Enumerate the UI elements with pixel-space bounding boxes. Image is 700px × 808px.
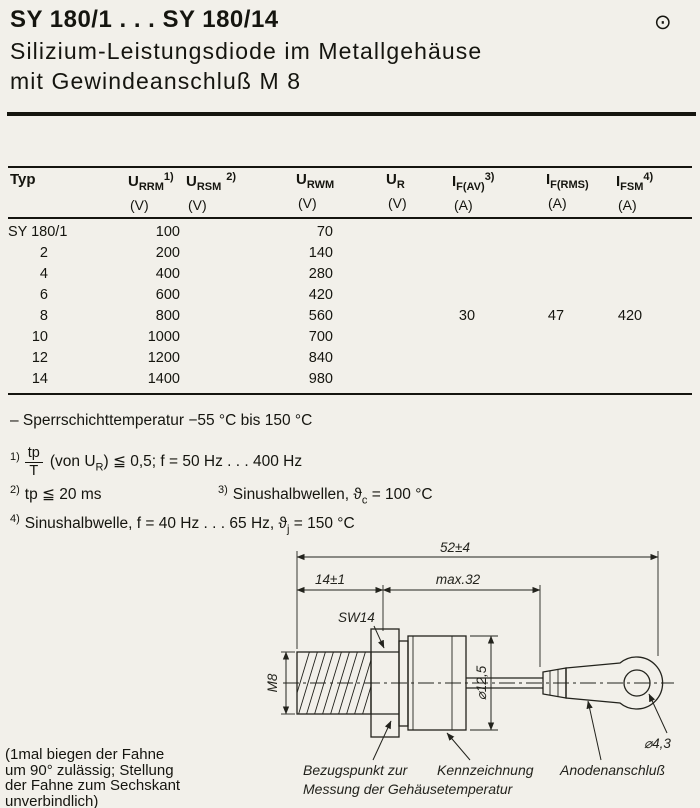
cell-urwm: 280 <box>308 266 333 282</box>
hole-diameter-label: ⌀4,3 <box>644 736 671 751</box>
cell-urwm: 980 <box>308 371 333 387</box>
cell-urrm: 600 <box>155 287 180 303</box>
col-header-ur: $U_R$ (V) <box>386 171 407 211</box>
footnote-3: $^{3)}$ Sinushalbwellen, $ϑ_c = 100$ °C <box>218 484 433 507</box>
cell-urwm: 420 <box>308 287 333 303</box>
dim-thread-label: 14±1 <box>315 572 345 587</box>
anode-label: Anodenanschluß <box>560 762 666 778</box>
table-row <box>8 329 692 350</box>
dimension-case-length <box>383 572 540 667</box>
cell-urwm: 140 <box>308 245 333 261</box>
cell-urrm: 200 <box>155 245 180 261</box>
table-row <box>8 224 692 245</box>
junction-temperature-note: – Sperrschichttemperatur −55 °C bis 150 °C <box>10 412 313 429</box>
bending-note-line1: (1mal biegen der Fahne <box>5 746 165 763</box>
reference-point-label-1: Bezugspunkt zur <box>303 762 408 778</box>
dim-overall-label: 52±4 <box>440 540 470 555</box>
table-row <box>8 308 692 329</box>
cell-ifsm: 420 <box>617 308 643 324</box>
dim-case-label: max.32 <box>435 572 481 587</box>
cell-typ: 2 <box>39 245 48 261</box>
cell-urwm: 560 <box>308 308 333 324</box>
dimension-overall-length <box>297 540 658 656</box>
cell-typ: 10 <box>31 329 48 345</box>
thread-label: M8 <box>265 673 280 693</box>
col-header-ifrms: $I_{F(RMS)}$ (A) <box>546 171 589 211</box>
cell-urrm: 400 <box>155 266 180 282</box>
marking-callout <box>437 733 534 778</box>
dimension-hole-diameter <box>644 694 671 751</box>
cell-typ: 6 <box>39 287 48 303</box>
cell-typ: 12 <box>31 350 48 366</box>
wrench-size-label: SW14 <box>338 610 375 625</box>
col-header-ifsm: $I_{FSM}^{4)}$ (A) <box>616 171 654 213</box>
subtitle-line2: mit Gewindeanschluß M 8 <box>10 68 302 94</box>
table-header-rule <box>8 217 692 219</box>
case-diameter-label: ⌀12,5 <box>474 665 489 701</box>
cell-urrm: 100 <box>155 224 180 240</box>
col-header-ursm: $U_{RSM}^{2)}$ (V) <box>186 171 237 213</box>
footnote-1: $^{1)}$ $\frac{tp}{T}$ (von $U_R$) ≦ 0,5; f = 50 Hz . . . 400 Hz <box>10 445 303 480</box>
circled-dot-icon: ⊙ <box>654 11 672 34</box>
header-rule <box>7 112 696 116</box>
reference-point-label-2: Messung der Gehäusetemperatur <box>303 781 513 797</box>
col-header-urwm: $U_{RWM}$ (V) <box>296 171 335 211</box>
footnote-4: $^{4)}$ Sinushalbwelle, f = 40 Hz . . . 65 Hz, $ϑ_j = 150$ °C <box>10 513 355 536</box>
table-row <box>8 266 692 287</box>
cell-ifrms: 47 <box>547 308 565 324</box>
table-row <box>8 371 692 392</box>
bending-note-line3: der Fahne zum Sechskant <box>5 777 181 794</box>
reference-point-callout <box>303 721 514 797</box>
cell-urwm: 840 <box>308 350 333 366</box>
cell-typ: 8 <box>39 308 48 324</box>
cell-typ: SY 180/1 <box>8 224 68 240</box>
footnote-2: $^{2)}$ tp ≦ 20 ms <box>10 484 102 504</box>
marking-label: Kennzeichnung <box>437 762 534 778</box>
cell-urrm: 800 <box>155 308 180 324</box>
cell-urwm: 700 <box>308 329 333 345</box>
table-row <box>8 287 692 308</box>
cell-urrm: 1400 <box>147 371 180 387</box>
col-header-urrm: $U_{RRM}^{1)}$ (V) <box>128 171 174 213</box>
cell-typ: 4 <box>39 266 48 282</box>
bending-note-line2: um 90° zulässig; Stellung <box>5 761 174 779</box>
cell-urrm: 1000 <box>147 329 180 345</box>
table-row <box>8 350 692 371</box>
cell-urrm: 1200 <box>147 350 180 366</box>
col-header-ifav: $I_{F(AV)}^{3)}$ (A) <box>452 171 495 213</box>
subtitle-line1: Silizium-Leistungsdiode im Metallgehäuse <box>10 38 483 64</box>
cell-urwm: 70 <box>316 224 333 240</box>
page-title: SY 180/1 . . . SY 180/14 <box>10 6 279 33</box>
table-row <box>8 245 692 266</box>
table-bottom-rule <box>8 393 692 395</box>
bending-note <box>5 747 180 808</box>
col-header-typ: Typ <box>10 171 36 188</box>
cell-typ: 14 <box>31 371 48 387</box>
table-top-rule <box>8 166 692 168</box>
table-body <box>8 224 692 392</box>
bending-note-line4: unverbindlich) <box>5 792 99 808</box>
cell-ifav: 30 <box>458 308 476 324</box>
fraction-tp-over-T: $\frac{tp}{T}$ <box>25 446 43 479</box>
